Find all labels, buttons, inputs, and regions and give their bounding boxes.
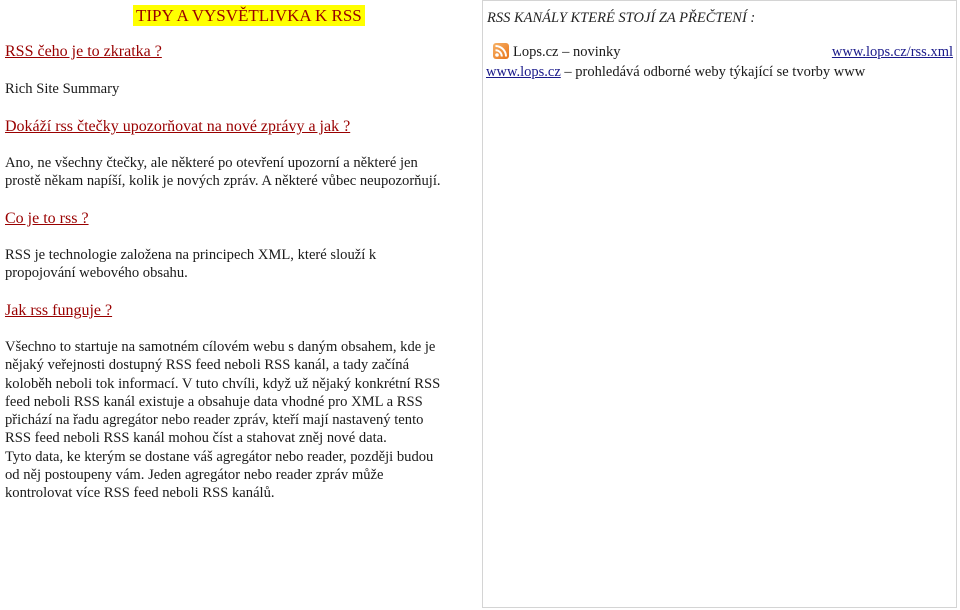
faq-answer-line: Tyto data, ke kterým se dostane váš agregátor nebo reader, později budou bbox=[5, 448, 434, 465]
faq-answer-line: propojování webového obsahu. bbox=[5, 265, 188, 282]
site-link-part: www.lops. bbox=[486, 64, 548, 80]
feed-description-text: – prohledává odborné weby týkající se tvorby www bbox=[560, 64, 866, 80]
faq-answer-line: RSS feed neboli RSS kanál mohou číst a stahovat zněj nové data. bbox=[5, 430, 387, 447]
faq-answer-line: kontrolovat více RSS feed neboli RSS kanálů. bbox=[5, 485, 275, 502]
feed-name: Lops.cz – novinky bbox=[513, 44, 621, 60]
faq-answer-line: přichází na řadu agregátor nebo reader zpráv, kteří mají nastavený tento bbox=[5, 412, 424, 429]
faq-question-3[interactable]: Co je to rss ? bbox=[5, 210, 89, 227]
faq-answer-line: koloběh neboli tok informací. V tuto chvíli, když už nějaký konkrétní RSS bbox=[5, 375, 441, 392]
faq-question-1[interactable]: RSS čeho je to zkratka ? bbox=[5, 43, 162, 60]
faq-answer-line: Ano, ne všechny čtečky, ale některé po otevření upozorní a některé jen bbox=[5, 155, 418, 171]
faq-answer-line: nějaký veřejnosti dostupný RSS feed neboli RSS kanál, a tady začíná bbox=[5, 357, 410, 374]
page-title: TIPY A VYSVĚTLIVKA K RSS bbox=[133, 5, 365, 26]
faq-answer-line: od něj postoupeny vám. Jeden agregátor nebo reader zpráv může bbox=[5, 467, 384, 484]
faq-answer-line: RSS je technologie založena na principech XML, které slouží k bbox=[5, 247, 377, 263]
feed-description bbox=[486, 64, 865, 81]
faq-answer-line: Všechno to startuje na samotném cílovém webu s daným obsahem, kde je bbox=[5, 339, 436, 355]
faq-answer-3 bbox=[5, 246, 475, 283]
faq-answer-2 bbox=[5, 154, 475, 191]
site-link-part: cz bbox=[547, 64, 561, 80]
rss-feeds-panel bbox=[482, 0, 957, 608]
faq-question-2[interactable]: Dokáží rss čtečky upozorňovat na nové zprávy a jak ? bbox=[5, 118, 351, 135]
faq-question-4[interactable]: Jak rss funguje ? bbox=[5, 302, 113, 319]
faq-answer-line: prostě někam napíší, kolik je nových zpráv. A některé vůbec neupozorňují. bbox=[5, 173, 441, 190]
site-link[interactable] bbox=[486, 64, 561, 80]
faq-answer-1 bbox=[5, 80, 475, 98]
faq-answer-line: Rich Site Summary bbox=[5, 81, 120, 97]
faq-answer-4 bbox=[5, 338, 475, 503]
feed-url-link[interactable]: www.lops.cz/rss.xml bbox=[831, 44, 953, 60]
faq-answer-line: feed neboli RSS kanál existuje a obsahuje data vhodné pro XML a RSS bbox=[5, 393, 423, 410]
feeds-heading: RSS KANÁLY KTERÉ STOJÍ ZA PŘEČTENÍ : bbox=[487, 10, 756, 26]
rss-feed-icon[interactable] bbox=[493, 43, 509, 59]
feed-item[interactable] bbox=[493, 44, 955, 62]
